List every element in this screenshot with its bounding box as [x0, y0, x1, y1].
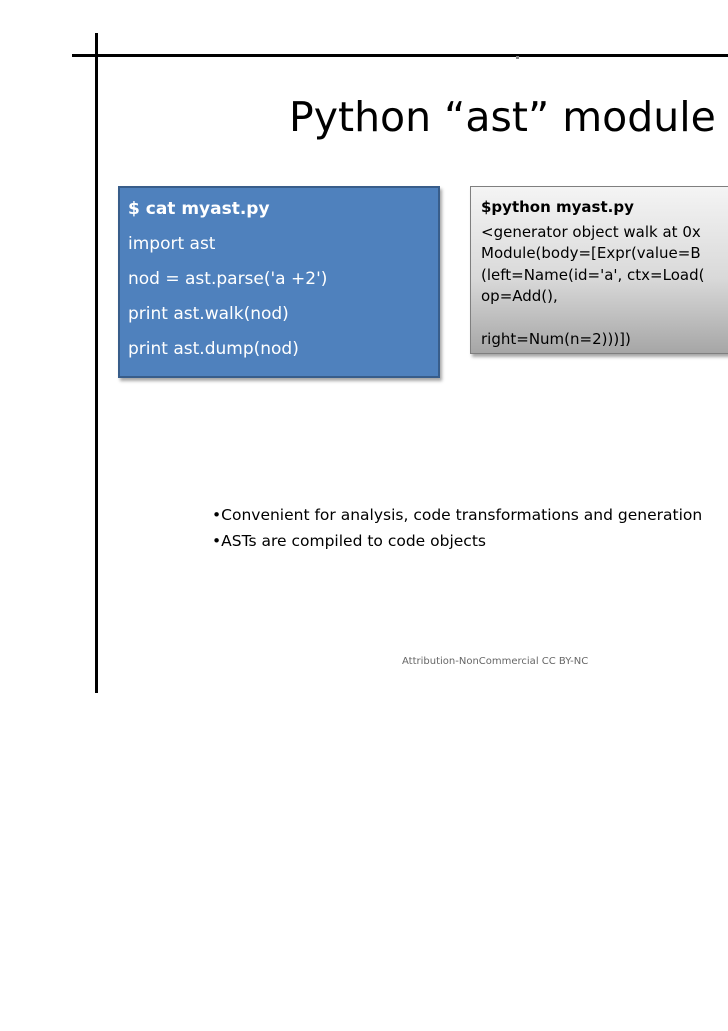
output-line: (left=Name(id='a', ctx=Load(	[481, 266, 705, 284]
output-line: right=Num(n=2)))])	[481, 330, 631, 348]
code-box	[118, 186, 440, 378]
code-line: print ast.dump(nod)	[128, 339, 299, 359]
slide-title: Python “ast” module	[289, 93, 716, 141]
slide-footer: Attribution-NonCommercial CC BY-NC	[402, 656, 589, 667]
code-line: import ast	[128, 234, 216, 254]
bullet-item: •ASTs are compiled to code objects	[212, 532, 486, 550]
slide-mark	[516, 56, 519, 59]
output-line: op=Add(),	[481, 287, 558, 305]
output-line: <generator object walk at 0x	[481, 223, 701, 241]
bullet-item: •Convenient for analysis, code transformations and generation	[212, 506, 703, 524]
slide-horizontal-rule	[72, 54, 728, 57]
code-line: $ cat myast.py	[128, 199, 270, 219]
code-line: nod = ast.parse('a +2')	[128, 269, 328, 289]
code-line: print ast.walk(nod)	[128, 304, 289, 324]
output-line: Module(body=[Expr(value=B	[481, 244, 701, 262]
slide-vertical-rule	[95, 33, 98, 693]
output-box	[470, 186, 728, 354]
output-line: $python myast.py	[481, 198, 634, 216]
